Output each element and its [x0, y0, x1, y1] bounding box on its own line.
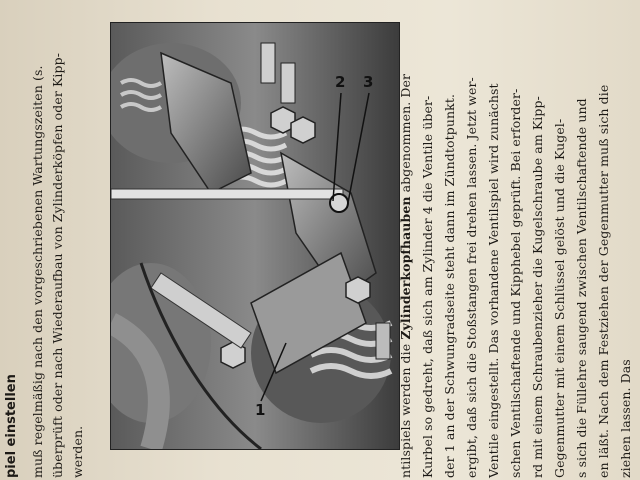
body-text-line: rd mit einem Schraubenzieher die Kugelschraube am Kipp-	[530, 96, 545, 478]
figure-label-1: 1	[255, 401, 266, 419]
body-text-line: s sich die Füllehre saugend zwischen Ventilschaftende und	[574, 98, 589, 478]
body-text-line: der 1 an der Schwungradseite steht dann im Zündtotpunkt.	[442, 93, 457, 478]
body-text-line: Kurbel so gedreht, daß sich am Zylinder 4 die Ventile über-	[420, 95, 435, 478]
body-text-line: Ventile eingestellt. Das vorhandene Ventilspiel wird zunächst	[486, 83, 501, 478]
bold-term: Zylinderkopfhauben	[398, 196, 413, 340]
body-text-line: schen Ventilschaftende und Kipphebel geprüft. Bei erforder-	[508, 88, 523, 478]
left-text-line: werden.	[70, 425, 85, 478]
engine-illustration	[111, 23, 399, 449]
left-text-line: überprüft oder nach Wiederaufbau von Zylinderköpfen oder Kipp-	[50, 52, 65, 478]
body-text-line: ergibt, daß sich die Stoßstangen frei drehen lassen. Jetzt wer-	[464, 77, 479, 478]
body-text-line: en läßt. Nach dem Festziehen der Gegenmutter muß sich die	[596, 84, 611, 478]
body-text-line: ntilspiels werden die Zylinderkopfhauben abgenommen. Der	[398, 73, 413, 478]
body-text-line: Gegenmutter mit einem Schlüssel gelöst und die Kugel-	[552, 118, 567, 478]
figure-label-2: 2	[335, 73, 346, 91]
figure-label-3: 3	[363, 73, 374, 91]
left-text-line: muß regelmäßig nach den vorgeschriebenen Wartungszeiten (s.	[30, 65, 45, 478]
section-heading: piel einstellen	[4, 374, 19, 478]
body-text-line: ziehen lassen. Das	[618, 359, 633, 478]
valve-gear-photo	[110, 22, 400, 450]
